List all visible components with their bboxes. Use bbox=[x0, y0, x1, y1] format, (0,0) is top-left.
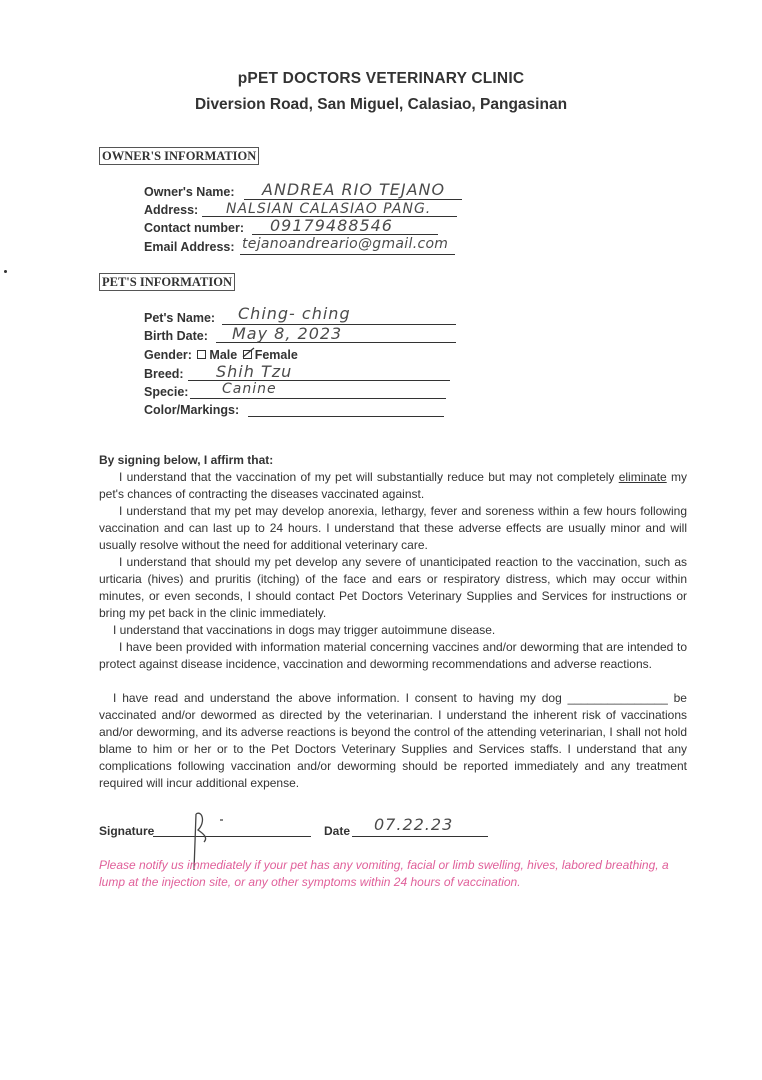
birth-date-label: Birth Date: bbox=[144, 329, 208, 343]
pink-notice: Please notify us immediately if your pet has any vomiting, facial or limb swelling, hives, labored breathing, a lump at the injection site, or any other symptoms within 24 hours of vaccination. bbox=[99, 858, 669, 889]
contact-number-label: Contact number: bbox=[144, 221, 244, 235]
color-markings-label: Color/Markings: bbox=[144, 403, 240, 417]
signature-label: Signature bbox=[99, 824, 155, 838]
specie-value[interactable]: Canine bbox=[222, 381, 277, 397]
affirmation-paragraph-3: I understand that should my pet develop any severe of unanticipated reaction to the vaccination, such as urticaria (hives) and pruritis (itching) of the face and ears or respiratory distress, which may occur within minutes, or even seconds, I should contact Pet Doctors Veterinary Supplies and Services for instructions or bring my pet back in the clinic immediately. bbox=[99, 555, 687, 620]
date-value[interactable]: 07.22.23 bbox=[374, 815, 454, 834]
email-value[interactable]: tejanoandreario@gmail.com bbox=[242, 236, 449, 252]
checkmark-icon bbox=[242, 347, 256, 359]
pet-section-title: PET'S INFORMATION bbox=[99, 273, 235, 291]
address-label: Address: bbox=[144, 203, 199, 217]
gender-female-checkbox[interactable] bbox=[243, 350, 252, 359]
gender-male-label: Male bbox=[209, 348, 238, 362]
email-line bbox=[240, 254, 455, 255]
affirmation-paragraph-5: I have been provided with information material concerning vaccines and/or deworming that are intended to protect against disease incidence, vaccination and deworming recommendations and adverse reactions. bbox=[99, 640, 687, 671]
email-label: Email Address: bbox=[144, 240, 235, 254]
affirmation-paragraph-2: I understand that my pet may develop anorexia, lethargy, fever and soreness within a few hours following vaccination and can last up to 24 hours. I understand that these adverse effects are usually minor and will usually resolve without the need for additional veterinary care. bbox=[99, 504, 687, 552]
eliminate-underlined: eliminate bbox=[618, 470, 667, 484]
address-value[interactable]: NALSIAN CALASIAO PANG. bbox=[226, 201, 432, 217]
specie-line bbox=[190, 398, 446, 399]
breed-label: Breed: bbox=[144, 367, 184, 381]
clinic-name: pPET DOCTORS VETERINARY CLINIC bbox=[237, 70, 525, 87]
dog-name-blank[interactable]: _______________ bbox=[567, 691, 668, 705]
clinic-address: Diversion Road, San Miguel, Calasiao, Pangasinan bbox=[194, 96, 568, 113]
owner-name-value[interactable]: ANDREA RIO TEJANO bbox=[262, 180, 446, 199]
signature-line[interactable] bbox=[153, 836, 311, 837]
affirmation-paragraph-6: I have read and understand the above information. I consent to having my dog _______________ be vaccinated and/or dewormed as directed by the veterinarian. I understand the inherent risk of vaccinations and/or deworming, and its adverse reactions is beyond the control of the attending veterinarian, I shall not hold blame to him or her or to the Pet Doctors Veterinary Supplies and Services staffs. I understand that any complications following vaccination and/or deworming should be reported immediately and any treatment required will incur additional expense. bbox=[99, 691, 687, 790]
gender-row bbox=[144, 348, 298, 362]
owner-section-title: OWNER'S INFORMATION bbox=[99, 147, 259, 165]
pet-name-label: Pet's Name: bbox=[144, 311, 216, 325]
gender-female-label: Female bbox=[254, 348, 298, 362]
affirmation-paragraph-4: I understand that vaccinations in dogs may trigger autoimmune disease. bbox=[113, 623, 496, 637]
affirmation-heading: By signing below, I affirm that: bbox=[99, 453, 274, 467]
gender-label: Gender: bbox=[144, 348, 192, 362]
birth-date-value[interactable]: May 8, 2023 bbox=[232, 324, 343, 343]
date-line bbox=[352, 836, 488, 837]
date-label: Date bbox=[324, 824, 351, 838]
pet-name-value[interactable]: Ching- ching bbox=[238, 304, 351, 323]
scan-speck bbox=[4, 270, 7, 273]
owner-name-line bbox=[244, 199, 462, 200]
owner-name-label: Owner's Name: bbox=[144, 185, 235, 199]
color-markings-line bbox=[248, 416, 444, 417]
breed-value[interactable]: Shih Tzu bbox=[216, 362, 293, 381]
contact-number-value[interactable]: 09179488546 bbox=[270, 216, 393, 235]
affirmation-paragraph-1: I understand that the vaccination of my pet will substantially reduce but may not completely eliminate my pet's chances of contracting the diseases vaccinated against. bbox=[99, 470, 687, 501]
gender-male-checkbox[interactable] bbox=[197, 350, 206, 359]
specie-label: Specie: bbox=[144, 385, 189, 399]
